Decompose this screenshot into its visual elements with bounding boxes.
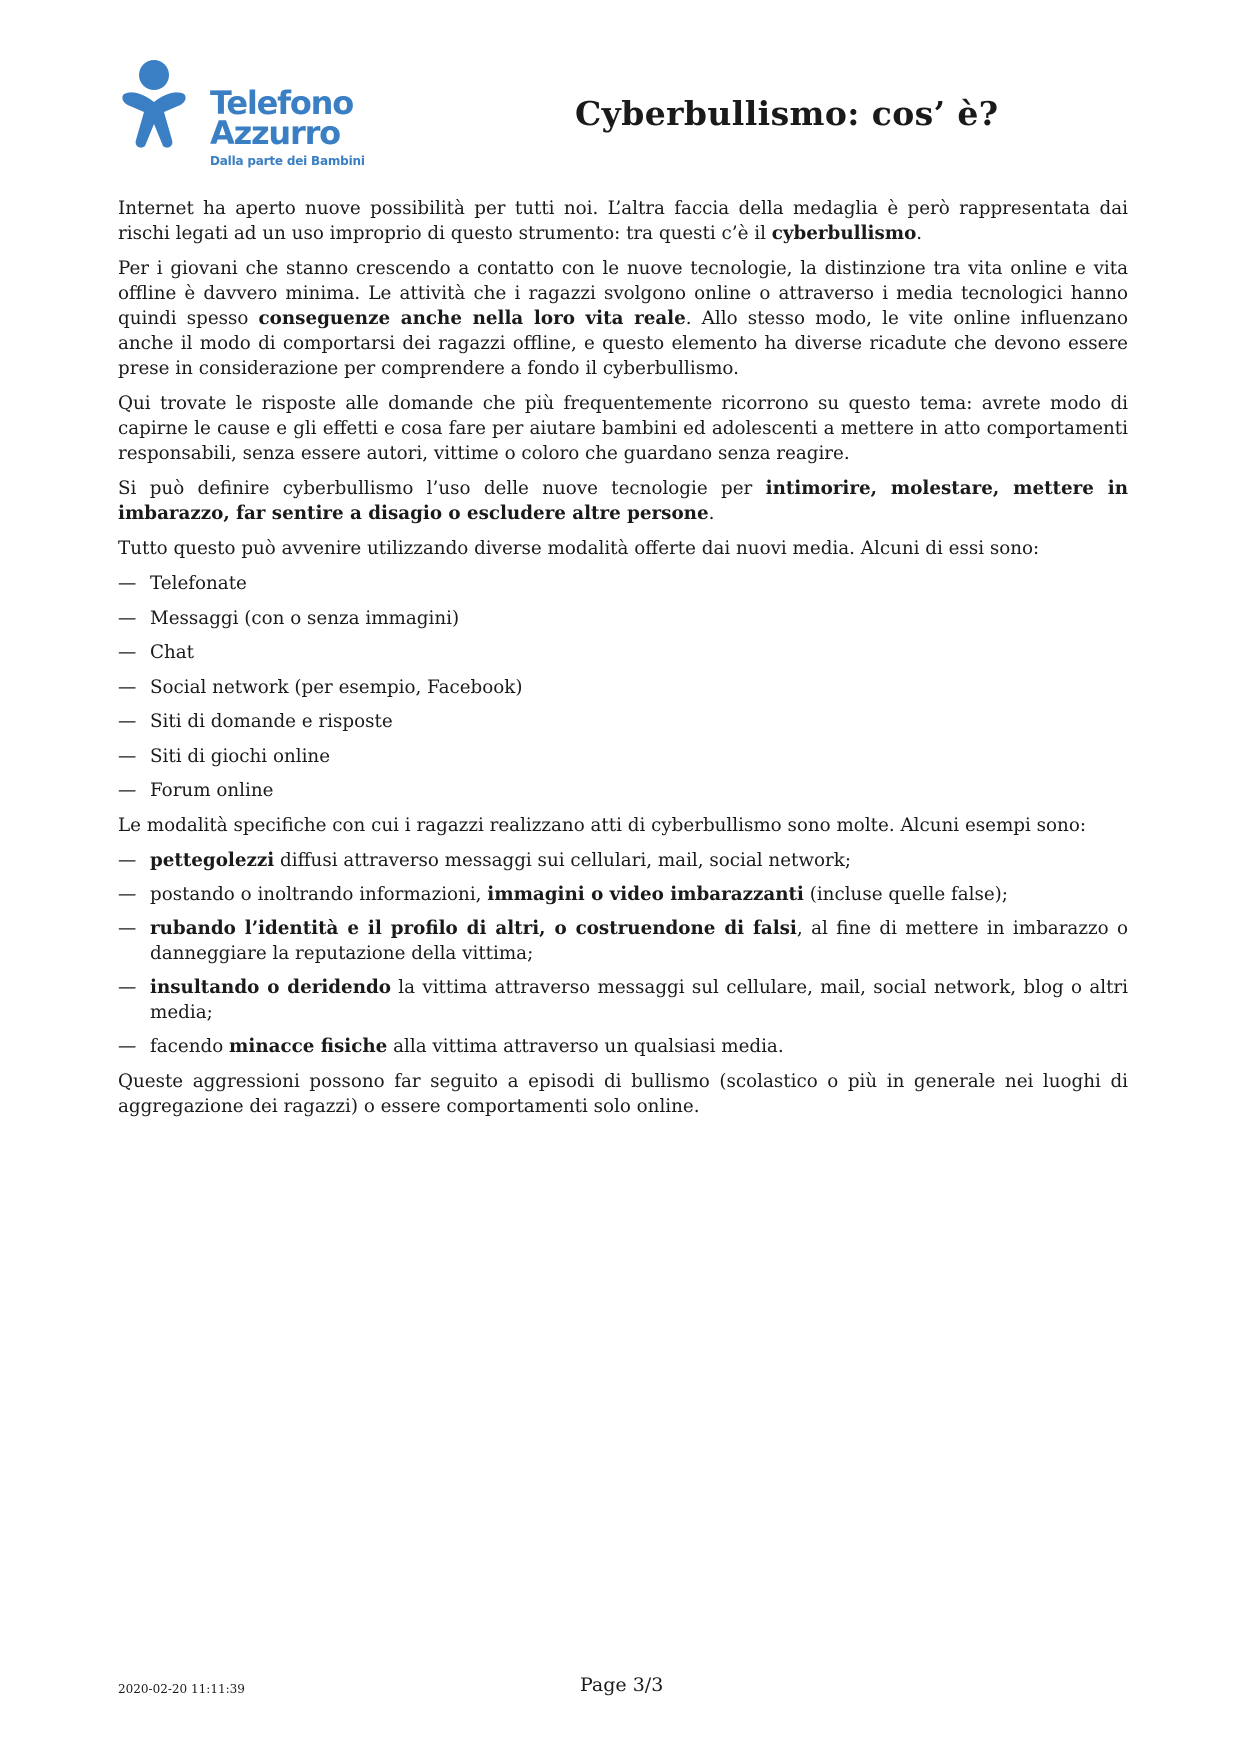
logo-tagline: Dalla parte dei Bambini xyxy=(210,154,365,168)
list-item: — Messaggi (con o senza immagini) xyxy=(118,607,460,629)
paragraph-media-intro: Tutto questo può avvenire utilizzando diverse modalità offerte dai nuovi media. Alcuni di essi sono: xyxy=(118,538,1040,559)
list-item: — insultando o deridendo la vittima attraverso messaggi sul cellulare, mail, social network, blog o altri media; xyxy=(118,977,1128,1023)
list-item: — Social network (per esempio, Facebook) xyxy=(118,676,523,698)
list-item: — Chat xyxy=(118,642,195,663)
child-figure-icon xyxy=(118,58,210,152)
paragraph-modes-intro: Le modalità specifiche con cui i ragazzi realizzano atti di cyberbullismo sono molte. Alcuni esempi sono: xyxy=(118,815,1086,836)
media-list xyxy=(118,571,1128,803)
list-item: — Siti di domande e risposte xyxy=(118,711,393,732)
telefono-azzurro-logo xyxy=(118,58,368,168)
paragraph-young-people: Per i giovani che stanno crescendo a contatto con le nuove tecnologie, la distinzione tra vita online e vita offline è davvero minima. Le attività che i ragazzi svolgono online o attraverso i media tecnologici hanno quindi spesso conseguenze anche nella loro vita reale. Allo stesso modo, le vite online influenzano anche il modo di comportarsi dei ragazzi offline, e questo elemento ha diverse ricadute che devono essere prese in considerazione per comprendere a fondo il cyberbullismo. xyxy=(118,258,1128,379)
paragraph-conclusion: Queste aggressioni possono far seguito a episodi di bullismo (scolastico o più in generale nei luoghi di aggregazione dei ragazzi) o essere comportamenti solo online. xyxy=(118,1071,1128,1117)
page-title: Cyberbullismo: cos’ è? xyxy=(575,94,999,133)
list-item: — facendo minacce fisiche alla vittima attraverso un qualsiasi media. xyxy=(118,1036,784,1057)
list-item: — rubando l’identità e il profilo di altri, o costruendone di falsi, al fine di mettere in imbarazzo o danneggiare la reputazione della vittima; xyxy=(118,918,1128,964)
paragraph-intro: Internet ha aperto nuove possibilità per tutti noi. L’altra faccia della medaglia è però rappresentata dai rischi legati ad un uso improprio di questo strumento: tra questi c’è il cyberbullismo. xyxy=(118,198,1128,244)
document-body xyxy=(118,196,1128,1129)
page-number: Page 3/3 xyxy=(580,1674,664,1696)
list-item: — pettegolezzi diffusi attraverso messaggi sui cellulari, mail, social network; xyxy=(118,850,851,871)
logo-line-2: Azzurro xyxy=(210,114,340,152)
logo-wordmark xyxy=(210,84,365,168)
list-item: — Siti di giochi online xyxy=(118,745,331,767)
logo-line-1: Telefono xyxy=(210,84,354,122)
paragraph-answers: Qui trovate le risposte alle domande che più frequentemente ricorrono su questo tema: avrete modo di capirne le cause e gli effetti e cosa fare per aiutare bambini ed adolescenti a mettere in atto comportamenti responsabili, senza essere autori, vittime o coloro che guardano senza reagire. xyxy=(118,393,1128,464)
list-item: — postando o inoltrando informazioni, immagini o video imbarazzanti (incluse quelle false); xyxy=(118,884,1008,905)
modes-list xyxy=(118,848,1128,1059)
list-item: — Telefonate xyxy=(118,573,247,594)
footer-timestamp: 2020-02-20 11:11:39 xyxy=(118,1682,245,1696)
list-item: — Forum online xyxy=(118,780,274,801)
paragraph-definition: Si può definire cyberbullismo l’uso delle nuove tecnologie per intimorire, molestare, mettere in imbarazzo, far sentire a disagio o escludere altre persone. xyxy=(118,478,1128,524)
